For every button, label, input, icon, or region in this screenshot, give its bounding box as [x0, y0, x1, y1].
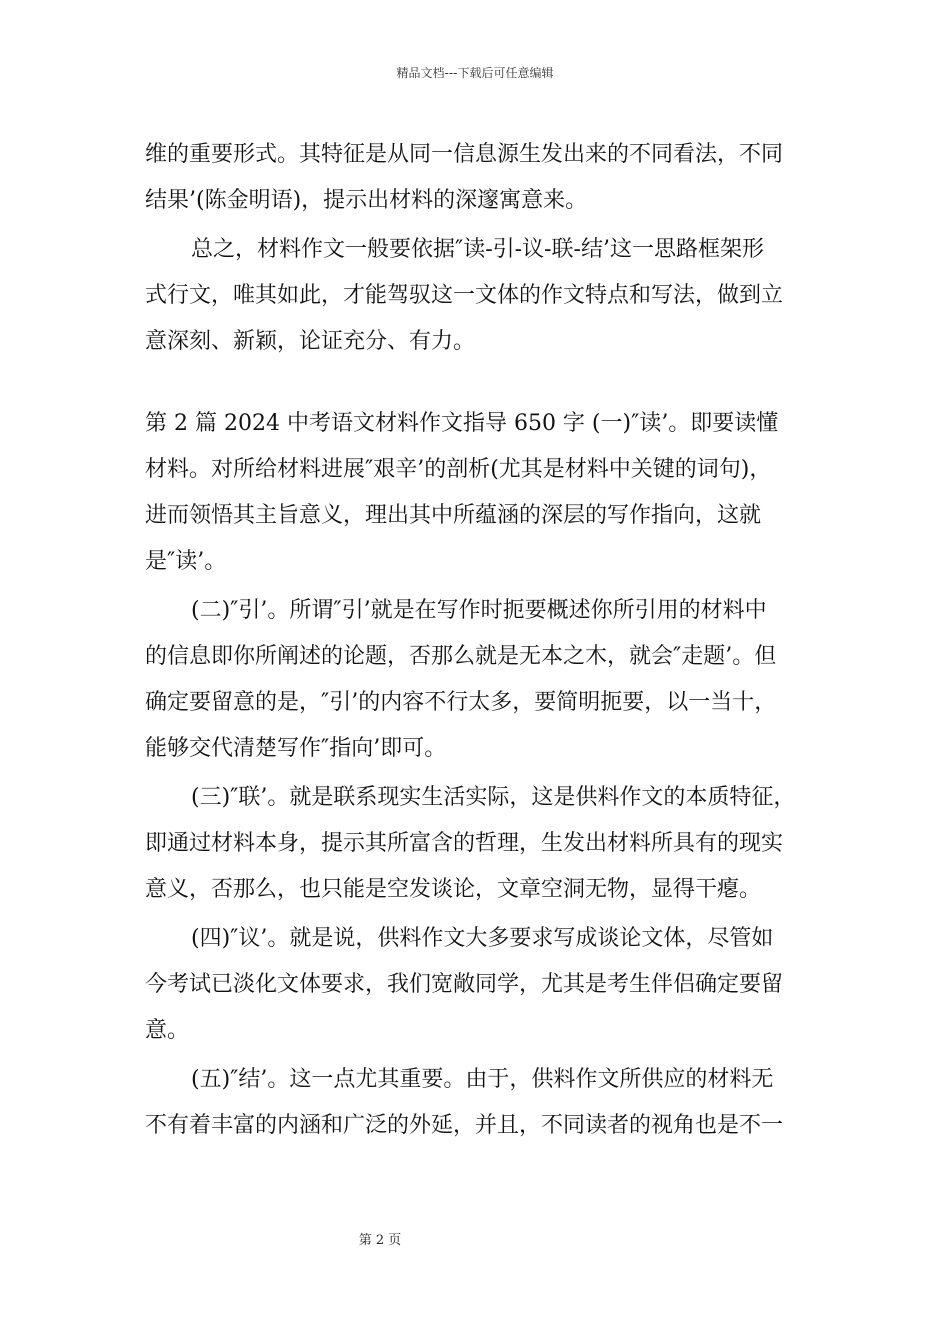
- text-line: 的信息即你所阐述的论题，否那么就是无本之木，就会″走题’。但: [145, 644, 777, 669]
- text-line: 即通过材料本身，提示其所富含的哲理，生发出材料所具有的现实: [145, 831, 784, 856]
- text-line: (五)″结’。这一点尤其重要。由于，供料作文所供应的材料无: [191, 1067, 774, 1092]
- paragraph-1: [145, 132, 810, 224]
- paragraph-7: [145, 1057, 810, 1149]
- text-line: 式行文，唯其如此，才能驾驭这一文体的作文特点和写法，做到立: [145, 283, 784, 308]
- text-line: 材料。对所给材料进展″艰辛’的剖析(尤其是材料中关键的词句)，: [145, 457, 772, 482]
- paragraph-4: [145, 588, 810, 772]
- paragraph-6: [145, 916, 810, 1054]
- text-line: (四)″议’。就是说，供料作文大多要求写成谈论文体，尽管如: [191, 926, 774, 951]
- paragraph-3: [145, 401, 810, 585]
- paragraph-2: [145, 227, 810, 365]
- paragraph-5: [145, 775, 810, 913]
- text-line: 维的重要形式。其特征是从同一信息源生发出来的不同看法，不同: [145, 142, 784, 167]
- page-number: 第 2 页: [358, 1233, 402, 1248]
- text-line: 总之，材料作文一般要依据″读-引-议-联-结’这一思路框架形: [191, 237, 764, 262]
- text-line: 不有着丰富的内涵和广泛的外延，并且，不同读者的视角也是不一: [145, 1113, 784, 1138]
- text-line: (二)″引’。所谓″引’就是在写作时扼要概述你所引用的材料中: [191, 598, 767, 623]
- text-line: 意。: [145, 1018, 190, 1043]
- text-line: 是″读’。: [145, 549, 227, 574]
- text-line: 意义，否那么，也只能是空发谈论，文章空洞无物，显得干瘪。: [145, 877, 762, 902]
- text-line: 确定要留意的是，″引’的内容不行太多，要简明扼要，以一当十，: [145, 690, 777, 715]
- text-line: 结果’(陈金明语)，提示出材料的深邃寓意来。: [145, 188, 588, 213]
- section-heading-line: 第 2 篇 2024 中考语文材料作文指导 650 字 (一)″读’。即要读懂: [145, 411, 779, 436]
- text-line: 今考试已淡化文体要求，我们宽敞同学，尤其是考生伴侣确定要留: [145, 972, 784, 997]
- text-line: (三)″联’。就是联系现实生活实际，这是供料作文的本质特征，: [191, 785, 796, 810]
- text-line: 意深刻、新颖，论证充分、有力。: [145, 329, 476, 354]
- page-header: 精品文档---下载后可任意编辑: [396, 66, 554, 80]
- document-body: [145, 132, 810, 1149]
- text-line: 能够交代清楚写作″指向’即可。: [145, 736, 447, 761]
- text-line: 进而领悟其主旨意义，理出其中所蕴涵的深层的写作指向，这就: [145, 503, 762, 528]
